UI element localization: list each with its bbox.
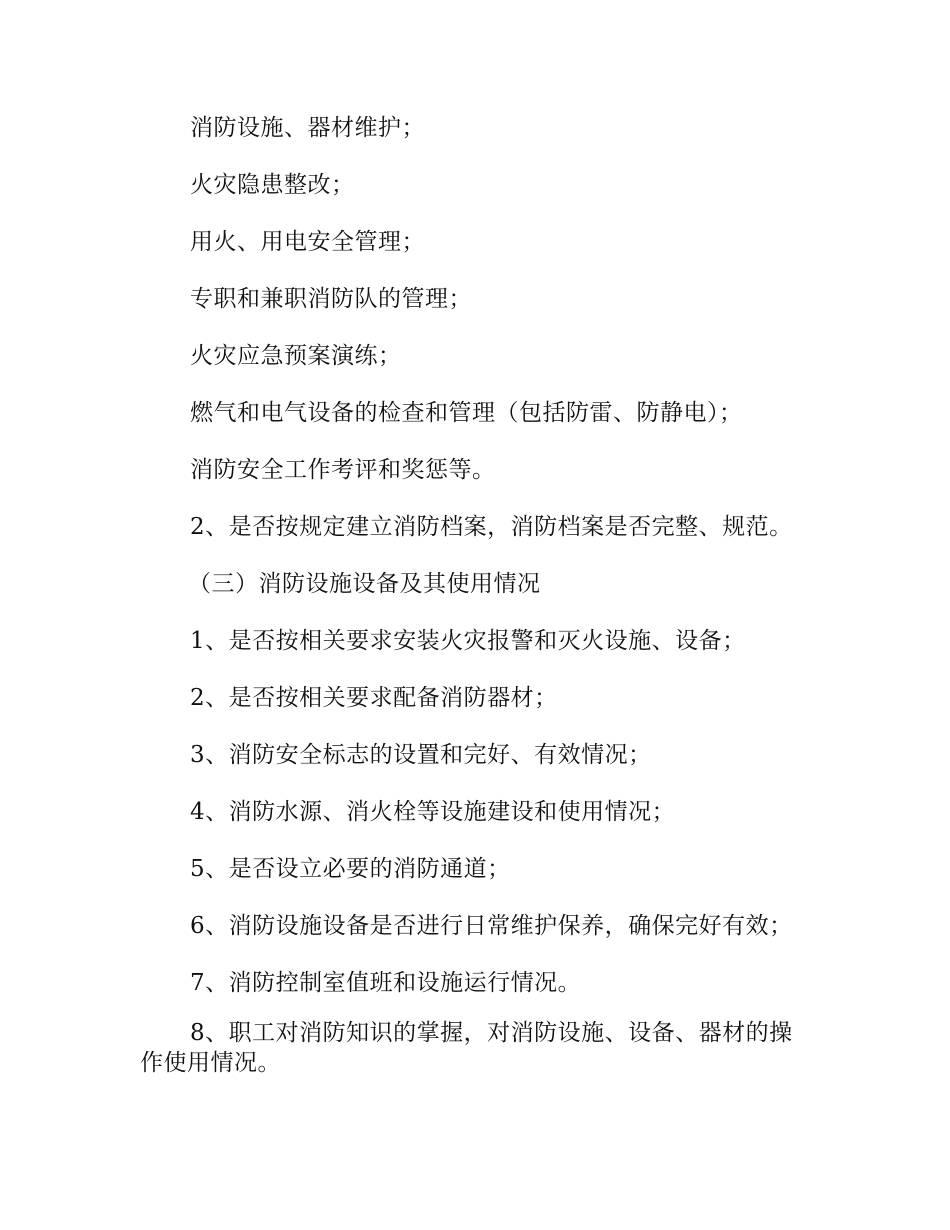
text-line: 用火、用电安全管理；: [190, 229, 425, 255]
text-line: 2、是否按相关要求配备消防器材；: [190, 685, 558, 711]
text-line: 3、消防安全标志的设置和完好、有效情况；: [190, 742, 652, 768]
text-line: 7、消防控制室值班和设施运行情况。: [190, 970, 582, 996]
text-line: 专职和兼职消防队的管理；: [190, 286, 472, 312]
final-paragraph: 8、职工对消防知识的掌握，对消防设施、设备、器材的操作使用情况。: [140, 1020, 793, 1076]
text-line: 燃气和电气设备的检查和管理（包括防雷、防静电）；: [190, 400, 743, 426]
text-line: 5、是否设立必要的消防通道；: [190, 856, 511, 882]
section-heading: （三）消防设施设备及其使用情况: [188, 571, 541, 597]
text-line: 火灾应急预案演练；: [190, 343, 402, 369]
text-line: 消防设施、器材维护；: [190, 115, 425, 141]
text-line: 2、是否按规定建立消防档案，消防档案是否完整、规范。: [190, 514, 793, 540]
text-line: 1、是否按相关要求安装火灾报警和灭火设施、设备；: [190, 628, 746, 654]
text-line: 6、消防设施设备是否进行日常维护保养，确保完好有效；: [190, 913, 793, 939]
text-line: 火灾隐患整改；: [190, 172, 355, 198]
text-line: 消防安全工作考评和奖惩等。: [190, 457, 496, 483]
text-line: 4、消防水源、消火栓等设施建设和使用情况；: [190, 799, 676, 825]
